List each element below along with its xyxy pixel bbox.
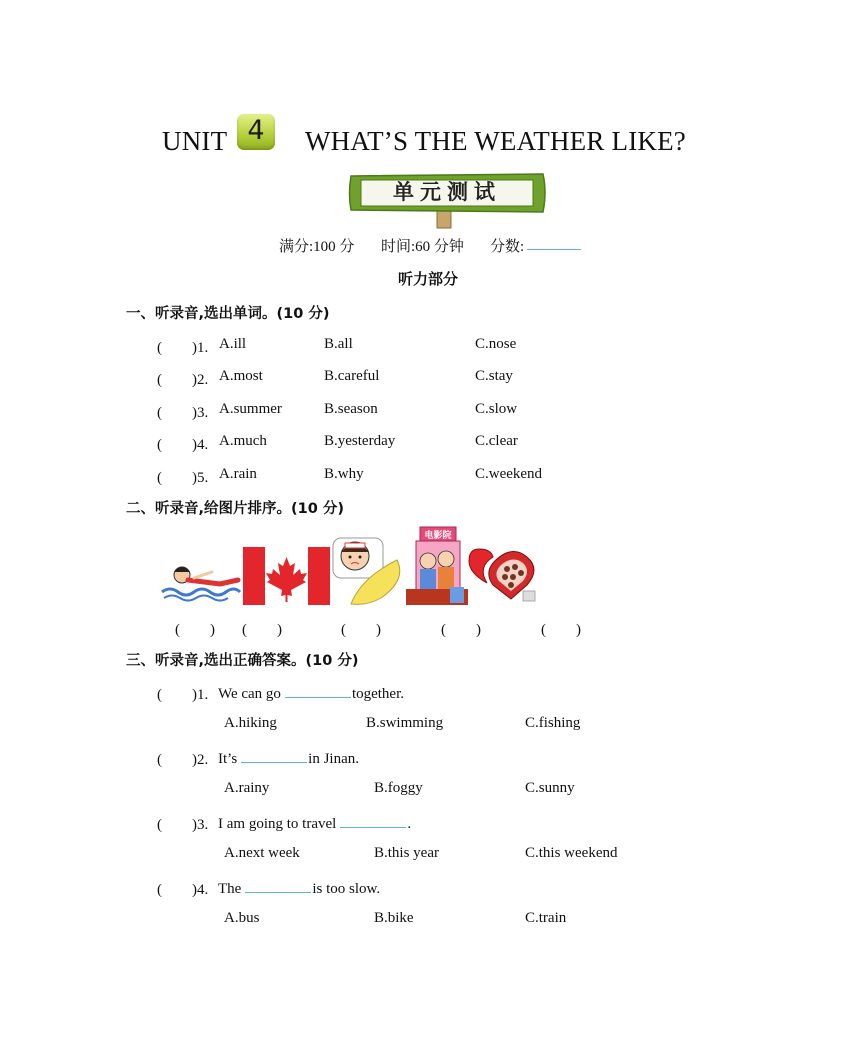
picture-order-slot[interactable]: ( ) (541, 622, 581, 638)
section1-heading: 一、听录音,选出单词。(10 分) (126, 306, 330, 322)
picture-order-slot[interactable]: ( ) (175, 622, 215, 638)
option-c: C.this weekend (525, 845, 618, 861)
option-b: B.foggy (374, 780, 423, 796)
sentence-after: in Jinan. (308, 751, 360, 767)
sentence-after: is too slow. (312, 881, 381, 897)
option-c: C.sunny (525, 780, 575, 796)
answer-bracket[interactable]: ( )3. (157, 817, 209, 833)
canada-flag-picture (243, 547, 330, 605)
option-c: C.nose (475, 336, 517, 352)
option-c: C.fishing (525, 715, 581, 731)
option-a: A.most (219, 368, 263, 384)
option-b: B.bike (374, 910, 414, 926)
cinema-picture (406, 525, 468, 607)
answer-blank[interactable] (245, 878, 311, 893)
option-b: B.season (324, 401, 378, 417)
option-a: A.bus (224, 910, 260, 926)
question-sentence (218, 813, 411, 833)
listening-title: 听力部分 (398, 270, 459, 288)
option-b: B.swimming (366, 715, 444, 731)
option-c: C.clear (475, 433, 518, 449)
option-a: A.hiking (224, 715, 277, 731)
answer-bracket[interactable]: ( )4. (157, 437, 209, 453)
question-sentence (218, 683, 404, 703)
swimming-picture (160, 562, 242, 604)
time-limit: 时间:60 分钟 (381, 239, 464, 255)
option-b: B.why (324, 466, 364, 482)
option-c: C.weekend (475, 466, 543, 482)
answer-bracket[interactable]: ( )2. (157, 372, 209, 388)
answer-blank[interactable] (241, 748, 307, 763)
answer-bracket[interactable]: ( )1. (157, 340, 209, 356)
option-c: C.train (525, 910, 567, 926)
option-a: A.rainy (224, 780, 270, 796)
option-a: A.much (219, 433, 267, 449)
sick-child-picture (331, 530, 406, 606)
option-c: C.slow (475, 401, 518, 417)
option-b: B.this year (374, 845, 439, 861)
sentence-before: We can go (218, 686, 281, 702)
unit-number: 4 (247, 115, 265, 146)
answer-bracket[interactable]: ( )1. (157, 687, 209, 703)
score-label: 分数: (490, 239, 525, 255)
question-sentence (218, 878, 380, 898)
question-sentence (218, 748, 359, 768)
unit-word: UNIT (162, 126, 228, 156)
option-a: A.rain (219, 466, 257, 482)
answer-blank[interactable] (340, 813, 406, 828)
option-b: B.careful (324, 368, 380, 384)
score-blank[interactable] (527, 235, 581, 255)
answer-bracket[interactable]: ( )5. (157, 470, 209, 486)
cinema-sign-text: 电影院 (424, 531, 452, 541)
unit-number-badge (237, 114, 275, 150)
sign-label: 单元测试 (393, 180, 501, 204)
full-marks: 满分:100 分 (279, 239, 355, 255)
picture-order-slot[interactable]: ( ) (341, 622, 381, 638)
unit-title: WHAT’S THE WEATHER LIKE? (305, 126, 686, 156)
chocolate-box-picture (467, 543, 541, 605)
option-b: B.all (324, 336, 353, 352)
answer-bracket[interactable]: ( )4. (157, 882, 209, 898)
sentence-after: . (407, 816, 412, 832)
section3-heading: 三、听录音,选出正确答案。(10 分) (126, 653, 359, 669)
answer-bracket[interactable]: ( )2. (157, 752, 209, 768)
sentence-after: together. (351, 686, 405, 702)
picture-order-slot[interactable]: ( ) (242, 622, 282, 638)
option-c: C.stay (475, 368, 513, 384)
sentence-before: I am going to travel (218, 816, 337, 832)
option-a: A.summer (219, 401, 282, 417)
answer-bracket[interactable]: ( )3. (157, 405, 209, 421)
option-a: A.ill (219, 336, 247, 352)
sentence-before: It’s (218, 751, 238, 767)
section2-heading: 二、听录音,给图片排序。(10 分) (126, 501, 344, 517)
option-b: B.yesterday (324, 433, 396, 449)
option-a: A.next week (224, 845, 300, 861)
answer-blank[interactable] (285, 683, 351, 698)
sentence-before: The (218, 881, 242, 897)
picture-order-slot[interactable]: ( ) (441, 622, 481, 638)
